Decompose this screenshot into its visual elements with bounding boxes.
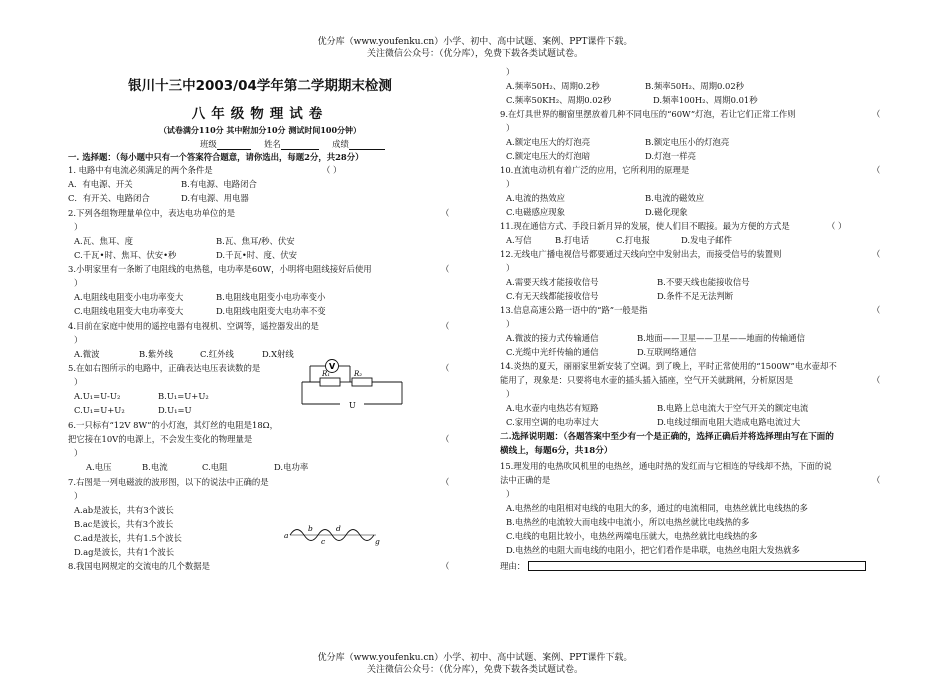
q11-option-c: C.打电报 — [616, 235, 650, 245]
class-label: 班级 — [200, 139, 217, 149]
q12-option-b: B.不要天线也能接收信号 — [657, 277, 750, 287]
q5-paren: （ — [441, 363, 450, 373]
q8-option-a: A.频率50H₂、周期0.2秒 — [506, 81, 600, 91]
q15-reason-label: 理由： — [500, 561, 526, 571]
q12-paren: （ — [872, 249, 881, 259]
q3-option-c: C.电阻线电阻变大电功率变大 — [74, 306, 184, 316]
q5-close: ） — [74, 377, 83, 387]
q9-option-d: D.灯泡一样亮 — [645, 151, 696, 161]
wave-point-d: d — [336, 524, 341, 533]
footer-line-1: 优分库（www.youfenku.cn）小学、初中、高中试题、案例、PPT课件下载。 — [317, 653, 633, 663]
q3-paren: （ — [441, 264, 450, 274]
q14-stem: 14.炎热的夏天，丽丽家里新安装了空调。到了晚上，平时正常使用的“1500W”电水壶却不 — [500, 361, 837, 371]
q11-paren: （ ） — [827, 221, 847, 231]
q7-option-b: B.ac是波长，共有3个波长 — [74, 519, 174, 529]
q3-option-a: A.电阻线电阻变小电功率变大 — [74, 292, 184, 302]
q7-wave-diagram — [284, 522, 382, 546]
q10-paren: （ — [872, 165, 881, 175]
q9-stem: 9.在灯具世界的橱窗里摆放着几种不同电压的“60W”灯泡，若让它们正常工作则 — [500, 109, 796, 119]
q2-option-b: B.瓦、焦耳/秒、伏安 — [216, 236, 295, 246]
q15-option-c: C.电线的电阻比较小，电热丝两端电压就大，电热丝就比电线热的多 — [506, 531, 758, 541]
q10-close: ） — [506, 179, 515, 189]
q15-paren: （ — [872, 475, 881, 485]
q7-option-c: C.ad是波长，共有1.5个波长 — [74, 533, 182, 543]
q14-option-d: D.电线过细而电阻大造成电路电流过大 — [657, 417, 801, 427]
q12-option-c: C.有无天线都能接收信号 — [506, 291, 599, 301]
q8-option-c: C.频率50KH₂、周期0.02秒 — [506, 95, 612, 105]
q14-paren: （ — [872, 375, 881, 385]
q6-option-b: B.电流 — [142, 462, 168, 472]
class-blank[interactable] — [217, 140, 251, 150]
q7-option-d: D.ag是波长，共有1个波长 — [74, 547, 175, 557]
q12-close: ） — [506, 263, 515, 273]
wave-point-b: b — [308, 524, 313, 533]
q15-option-b: B.电热丝的电流较大而电线中电流小，所以电热丝就比电线热的多 — [506, 517, 750, 527]
q6-option-c: C.电阻 — [202, 462, 228, 472]
q3-option-d: D.电阻线电阻变大电功率不变 — [216, 306, 326, 316]
q1-option-d: D.有电源、用电器 — [181, 193, 249, 203]
q9-option-b: B.额定电压小的灯泡亮 — [645, 137, 730, 147]
header-line-2: 关注微信公众号：（优分库），免费下载各类试题试卷。 — [366, 49, 583, 59]
q3-option-b: B.电阻线电阻变小电功率变小 — [216, 292, 326, 302]
q5-option-c: C.U₁=U+U₂ — [74, 405, 125, 415]
q12-option-a: A.需要天线才能接收信号 — [506, 277, 599, 287]
name-label: 姓名 — [264, 139, 281, 149]
name-blank[interactable] — [281, 140, 319, 150]
q8-paren: （ — [441, 561, 450, 571]
q15-reason-box[interactable] — [528, 561, 866, 571]
q5-circuit-diagram — [298, 356, 406, 414]
q4-stem: 4.目前在家庭中使用的遥控电器有电视机、空调等，遥控器发出的是 — [68, 321, 319, 331]
q13-paren: （ — [872, 305, 881, 315]
q7-option-a: A.ab是波长，共有3个波长 — [74, 505, 174, 515]
q10-option-a: A.电流的热效应 — [506, 193, 565, 203]
q1-option-b: B.有电源、电路闭合 — [181, 179, 257, 189]
section1-heading: 一. 选择题：（每小题中只有一个答案符合题意，请你选出，每题2分，共28分） — [68, 152, 364, 162]
score-blank[interactable] — [349, 140, 385, 150]
wave-point-a: a — [284, 531, 289, 540]
q6-stem: 6.一只标有“12V 8W”的小灯泡，其灯丝的电阻是18Ω， — [68, 420, 278, 430]
q9-option-a: A.额定电压大的灯泡亮 — [506, 137, 591, 147]
section2-heading: 二.选择说明题：（各题答案中至少有一个是正确的，选择正确后并将选择理由写在下面的 — [500, 432, 834, 442]
voltmeter-label: V — [329, 362, 336, 371]
q13-close: ） — [506, 319, 515, 329]
q6-stem-2: 把它接在10V的电源上，不会发生变化的物理量是 — [68, 434, 253, 444]
q15-option-a: A.电热丝的电阻相对电线的电阻大的多，通过的电流相同，电热丝就比电线热的多 — [506, 503, 808, 513]
q5-option-d: D.U₁=U — [158, 405, 192, 415]
q11-stem: 11.现在通信方式、手段日新月异的发展，使人们目不暇接。最为方便的方式是 — [500, 221, 790, 231]
q8-option-b: B.频率50H₂、周期0.02秒 — [645, 81, 745, 91]
q15-stem-2: 法中正确的是 — [500, 475, 551, 485]
q2-option-d: D.千瓦•时、度、伏安 — [216, 250, 298, 260]
q6-paren: （ — [441, 434, 450, 444]
q13-stem: 13.信息高速公路一语中的“路”一般是指 — [500, 305, 648, 315]
q12-option-d: D.条件不足无法判断 — [657, 291, 734, 301]
q11-option-a: A.写信 — [506, 235, 532, 245]
q10-option-d: D.磁化现象 — [645, 207, 688, 217]
page-footer — [0, 652, 950, 676]
q1-option-c: C．有开关、电路闭合 — [68, 193, 150, 203]
q15-stem: 15.理发用的电热吹风机里的电热丝，通电时热的发红而与它相连的导线却不热，下面的说 — [500, 461, 832, 471]
q14-option-b: B.电路上总电流大于空气开关的额定电流 — [657, 403, 809, 413]
q7-close: ） — [74, 491, 83, 501]
q1-option-a: A．有电源、开关 — [68, 179, 133, 189]
resistor-r2-label: R₂ — [354, 370, 363, 378]
q10-option-c: C.电磁感应现象 — [506, 207, 566, 217]
section2-heading-2: 横线上，每题6分，共18分） — [500, 446, 613, 456]
q6-option-d: D.电功率 — [274, 462, 309, 472]
q4-paren: （ — [441, 321, 450, 331]
q5-option-a: A.U₁=U-U₂ — [74, 391, 121, 401]
q9-paren: （ — [872, 109, 881, 119]
voltage-u-label: U — [349, 401, 356, 410]
exam-subtitle: 八年级物理试卷 — [191, 106, 329, 122]
q4-option-b: B.紫外线 — [139, 349, 173, 359]
q2-stem: 2.下列各组物理量单位中，表达电功单位的是 — [68, 208, 236, 218]
student-info — [200, 139, 385, 150]
q4-option-a: A.微波 — [74, 349, 100, 359]
q13-option-b: B.地面——卫星——卫星——地面的传输通信 — [637, 333, 805, 343]
exam-note: （试卷满分110分 其中附加分10分 测试时间100分钟） — [158, 125, 362, 135]
q13-option-c: C.光缆中光纤传输的通信 — [506, 347, 599, 357]
q14-option-a: A.电水壶内电热芯有短路 — [506, 403, 599, 413]
q11-option-d: D.发电子邮件 — [681, 235, 732, 245]
exam-title: 银川十三中2003/04学年第二学期期末检测 — [128, 78, 392, 94]
q2-option-c: C.千瓦•时、焦耳、伏安•秒 — [74, 250, 177, 260]
q5-stem: 5.在如右图所示的电路中，正确表达电压表读数的是 — [68, 363, 261, 373]
resistor-r2 — [352, 378, 372, 386]
q15-close: ） — [506, 489, 515, 499]
wave-point-c: c — [321, 537, 326, 546]
q1-paren: （ ） — [322, 165, 342, 175]
q13-option-d: D.互联网络通信 — [637, 347, 697, 357]
q14-close: ） — [506, 389, 515, 399]
q7-stem: 7.右图是一列电磁波的波形图，以下的说法中正确的是 — [68, 477, 269, 487]
q7-paren: （ — [441, 477, 450, 487]
header-line-1: 优分库（www.youfenku.cn）小学、初中、高中试题、案例、PPT课件下载。 — [317, 37, 633, 47]
q1-stem: 1. 电路中有电流必须满足的两个条件是 — [68, 165, 213, 175]
page-header — [0, 36, 950, 60]
q12-stem: 12.无线电广播电视信号都要通过天线向空中发射出去，而接受信号的装置则 — [500, 249, 782, 259]
q2-close: ） — [74, 222, 83, 232]
footer-line-2: 关注微信公众号：（优分库），免费下载各类试题试卷。 — [366, 665, 583, 675]
q11-option-b: B.打电话 — [555, 235, 589, 245]
q8-option-d: D.频率100H₂、周期0.01秒 — [653, 95, 758, 105]
q10-option-b: B.电流的磁效应 — [645, 193, 705, 203]
q9-option-c: C.额定电压大的灯泡暗 — [506, 151, 591, 161]
wave-point-g: g — [375, 537, 380, 546]
q9-close: ） — [506, 123, 515, 133]
q2-paren: （ — [441, 208, 450, 218]
resistor-r1 — [320, 378, 340, 386]
q6-close: ） — [74, 448, 83, 458]
q14-stem-2: 能用了，现象是：只要将电水壶的插头插入插座，空气开关就跳闸，分析原因是 — [500, 375, 794, 385]
q2-option-a: A.瓦、焦耳、度 — [74, 236, 133, 246]
q4-close: ） — [74, 335, 83, 345]
q8-close: ） — [506, 67, 515, 77]
q15-option-d: D.电热丝的电阻大而电线的电阻小，把它们看作是串联，电热丝电阻大发热就多 — [506, 545, 800, 555]
q14-option-c: C.家用空调的电功率过大 — [506, 417, 599, 427]
q13-option-a: A.微波的接力式传输通信 — [506, 333, 599, 343]
resistor-r1-label: R₁ — [322, 370, 331, 378]
q5-option-b: B.U₁=U+U₂ — [158, 391, 209, 401]
q4-option-c: C.红外线 — [200, 349, 234, 359]
q6-option-a: A.电压 — [86, 462, 112, 472]
score-label: 成绩 — [332, 139, 349, 149]
q4-option-d: D.X射线 — [262, 349, 294, 359]
q3-stem: 3.小明家里有一条断了电阻线的电热毯，电功率是60W，小明将电阻线接好后使用 — [68, 264, 372, 274]
q3-close: ） — [74, 278, 83, 288]
q8-stem: 8.我国电网规定的交流电的几个数据是 — [68, 561, 210, 571]
q10-stem: 10.直流电动机有着广泛的应用，它所利用的原理是 — [500, 165, 690, 175]
